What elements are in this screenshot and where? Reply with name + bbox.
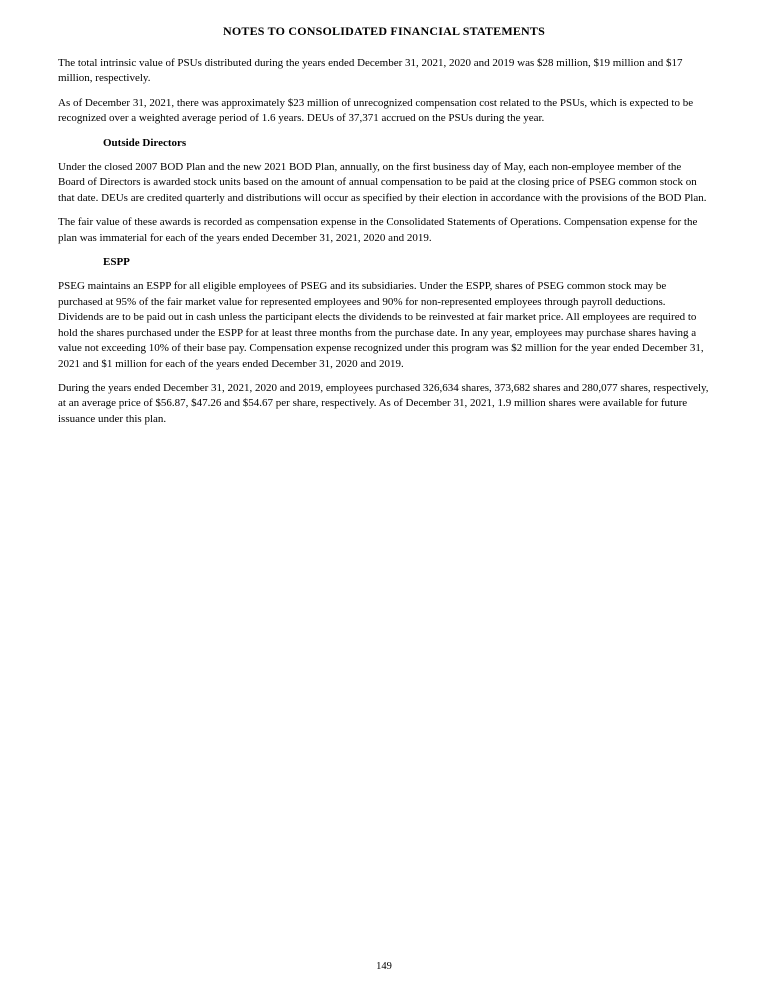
paragraph-espp-details: PSEG maintains an ESPP for all eligible employees of PSEG and its subsidiaries. Under the ESPP, shares of PSEG common stock may be purchased at 95% of the fair market value for represented employees and 90% for non-represented employees through payroll deductions. Dividends are to be paid out in cash unless the participant elects the dividends to be reinvested at fair market price. All employees are required to hold the shares purchased under the ESPP for at least three months from the purchase date. In any year, employees may purchase shares having a value not exceeding 10% of their base pay. Compensation expense recognized under this program was $2 million for the year ended December 31, 2021 and $1 million for each of the years ended December 31, 2020 and 2019. (58, 280, 704, 370)
paragraph-shares-purchased: During the years ended December 31, 2021, 2020 and 2019, employees purchased 326,634 shares, 373,682 shares and 280,077 shares, respectively, at an average price of $56.87, $47.26 and $54.67 per share, respectively. As of December 31, 2021, 1.9 million shares were available for future issuance under this plan. (58, 381, 709, 425)
heading-outside-directors: Outside Directors (103, 136, 187, 149)
document-title: NOTES TO CONSOLIDATED FINANCIAL STATEMENTS (222, 24, 546, 38)
page-number: 149 (376, 961, 392, 972)
paragraph-psu-intrinsic-value: The total intrinsic value of PSUs distributed during the years ended December 31, 2021, 2020 and 2019 was $28 million, $19 million and $17 million, respectively. (58, 57, 683, 85)
paragraph-unrecognized-compensation-cost: As of December 31, 2021, there was approximately $23 million of unrecognized compensation cost related to the PSUs, which is expected to be recognized over a weighted average period of 1.6 years. DEUs of 37,371 accrued on the PSUs during the year. (58, 96, 694, 125)
heading-espp: ESPP (103, 256, 130, 269)
paragraph-bod-plan: Under the closed 2007 BOD Plan and the new 2021 BOD Plan, annually, on the first business day of May, each non-employee member of the Board of Directors is awarded stock units based on the amount of annual compensation to be paid at the closing price of PSEG common stock on that date. DEUs are credited quarterly and distributions will occur as specified by their election in accordance with the provisions of the BOD Plan. (58, 161, 707, 204)
document-body (58, 56, 710, 436)
paragraph-awards-fair-value: The fair value of these awards is recorded as compensation expense in the Consolidated Statements of Operations. Compensation expense for the plan was immaterial for each of the years ended December 31, 2021, 2020 and 2019. (58, 216, 698, 244)
